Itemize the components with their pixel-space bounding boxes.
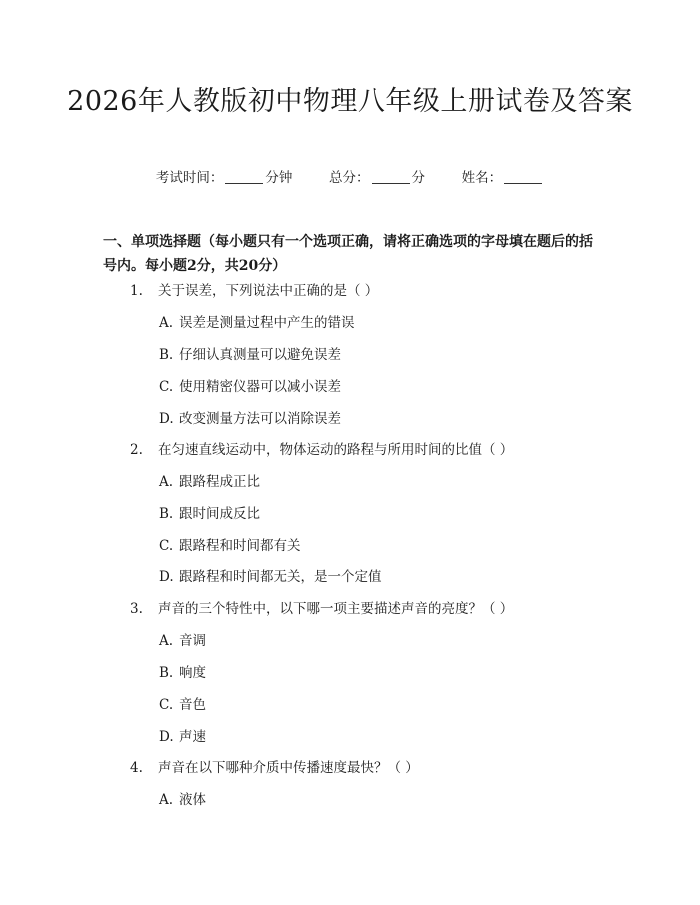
question-text: 声音的三个特性中，以下哪一项主要描述声音的亮度？（ ） [158, 601, 514, 617]
option-label: A. [159, 474, 174, 490]
question-number: 4. [130, 760, 143, 776]
question-text: 在匀速直线运动中，物体运动的路程与所用时间的比值（ ） [158, 442, 514, 458]
option-label: C. [159, 379, 174, 395]
option-label: B. [159, 347, 174, 363]
option-label: A. [159, 792, 174, 808]
time-label: 考试时间： [155, 170, 224, 186]
page-title: 2026年人教版初中物理八年级上册试卷及答案 [67, 86, 633, 117]
option-text: 跟时间成反比 [179, 506, 260, 522]
question-number: 2. [130, 442, 143, 458]
name-blank [504, 169, 542, 184]
question-2 [130, 440, 513, 460]
option-item [159, 504, 260, 524]
option-text: 跟路程成正比 [179, 474, 260, 490]
option-item [159, 567, 382, 587]
name-label: 姓名： [461, 170, 503, 186]
option-text: 音调 [179, 633, 206, 649]
exam-info-line [0, 168, 700, 188]
option-text: 误差是测量过程中产生的错误 [179, 315, 355, 331]
time-unit: 分钟 [265, 170, 293, 186]
option-label: D. [159, 411, 174, 427]
option-item [159, 663, 206, 683]
time-blank [225, 169, 263, 184]
option-item [159, 631, 206, 651]
option-text: 仔细认真测量可以避免误差 [179, 347, 341, 363]
question-text: 关于误差，下列说法中正确的是（ ） [158, 283, 379, 299]
option-label: B. [159, 506, 174, 522]
option-item [159, 536, 301, 556]
question-number: 3. [130, 601, 143, 617]
option-text: 音色 [179, 697, 206, 713]
option-text: 声速 [179, 729, 206, 745]
score-label: 总分： [329, 170, 370, 186]
option-text: 跟路程和时间都无关，是一个定值 [179, 569, 382, 585]
score-blank [372, 169, 410, 184]
option-label: C. [159, 538, 174, 554]
option-label: D. [159, 569, 174, 585]
option-item [159, 313, 355, 333]
option-label: C. [159, 697, 174, 713]
option-text: 响度 [179, 665, 206, 681]
option-text: 跟路程和时间都有关 [179, 538, 301, 554]
option-item [159, 472, 260, 492]
option-item [159, 345, 341, 365]
score-unit: 分 [411, 170, 425, 186]
option-text: 使用精密仪器可以减小误差 [179, 379, 341, 395]
option-label: A. [159, 633, 174, 649]
option-item [159, 790, 206, 810]
option-item [159, 409, 341, 429]
option-item [159, 727, 206, 747]
question-number: 1. [130, 283, 143, 299]
option-text: 液体 [179, 792, 206, 808]
question-4 [130, 758, 419, 778]
question-3 [130, 599, 513, 619]
option-label: B. [159, 665, 174, 681]
option-item [159, 377, 341, 397]
question-1 [130, 281, 378, 301]
option-item [159, 695, 206, 715]
option-label: D. [159, 729, 174, 745]
option-label: A. [159, 315, 174, 331]
section-heading: 一、单项选择题（每小题只有一个选项正确，请将正确选项的字母填在题后的括号内。每小题2分，共20分） [103, 234, 593, 274]
option-text: 改变测量方法可以消除误差 [179, 411, 341, 427]
question-text: 声音在以下哪种介质中传播速度最快？（ ） [158, 760, 419, 776]
